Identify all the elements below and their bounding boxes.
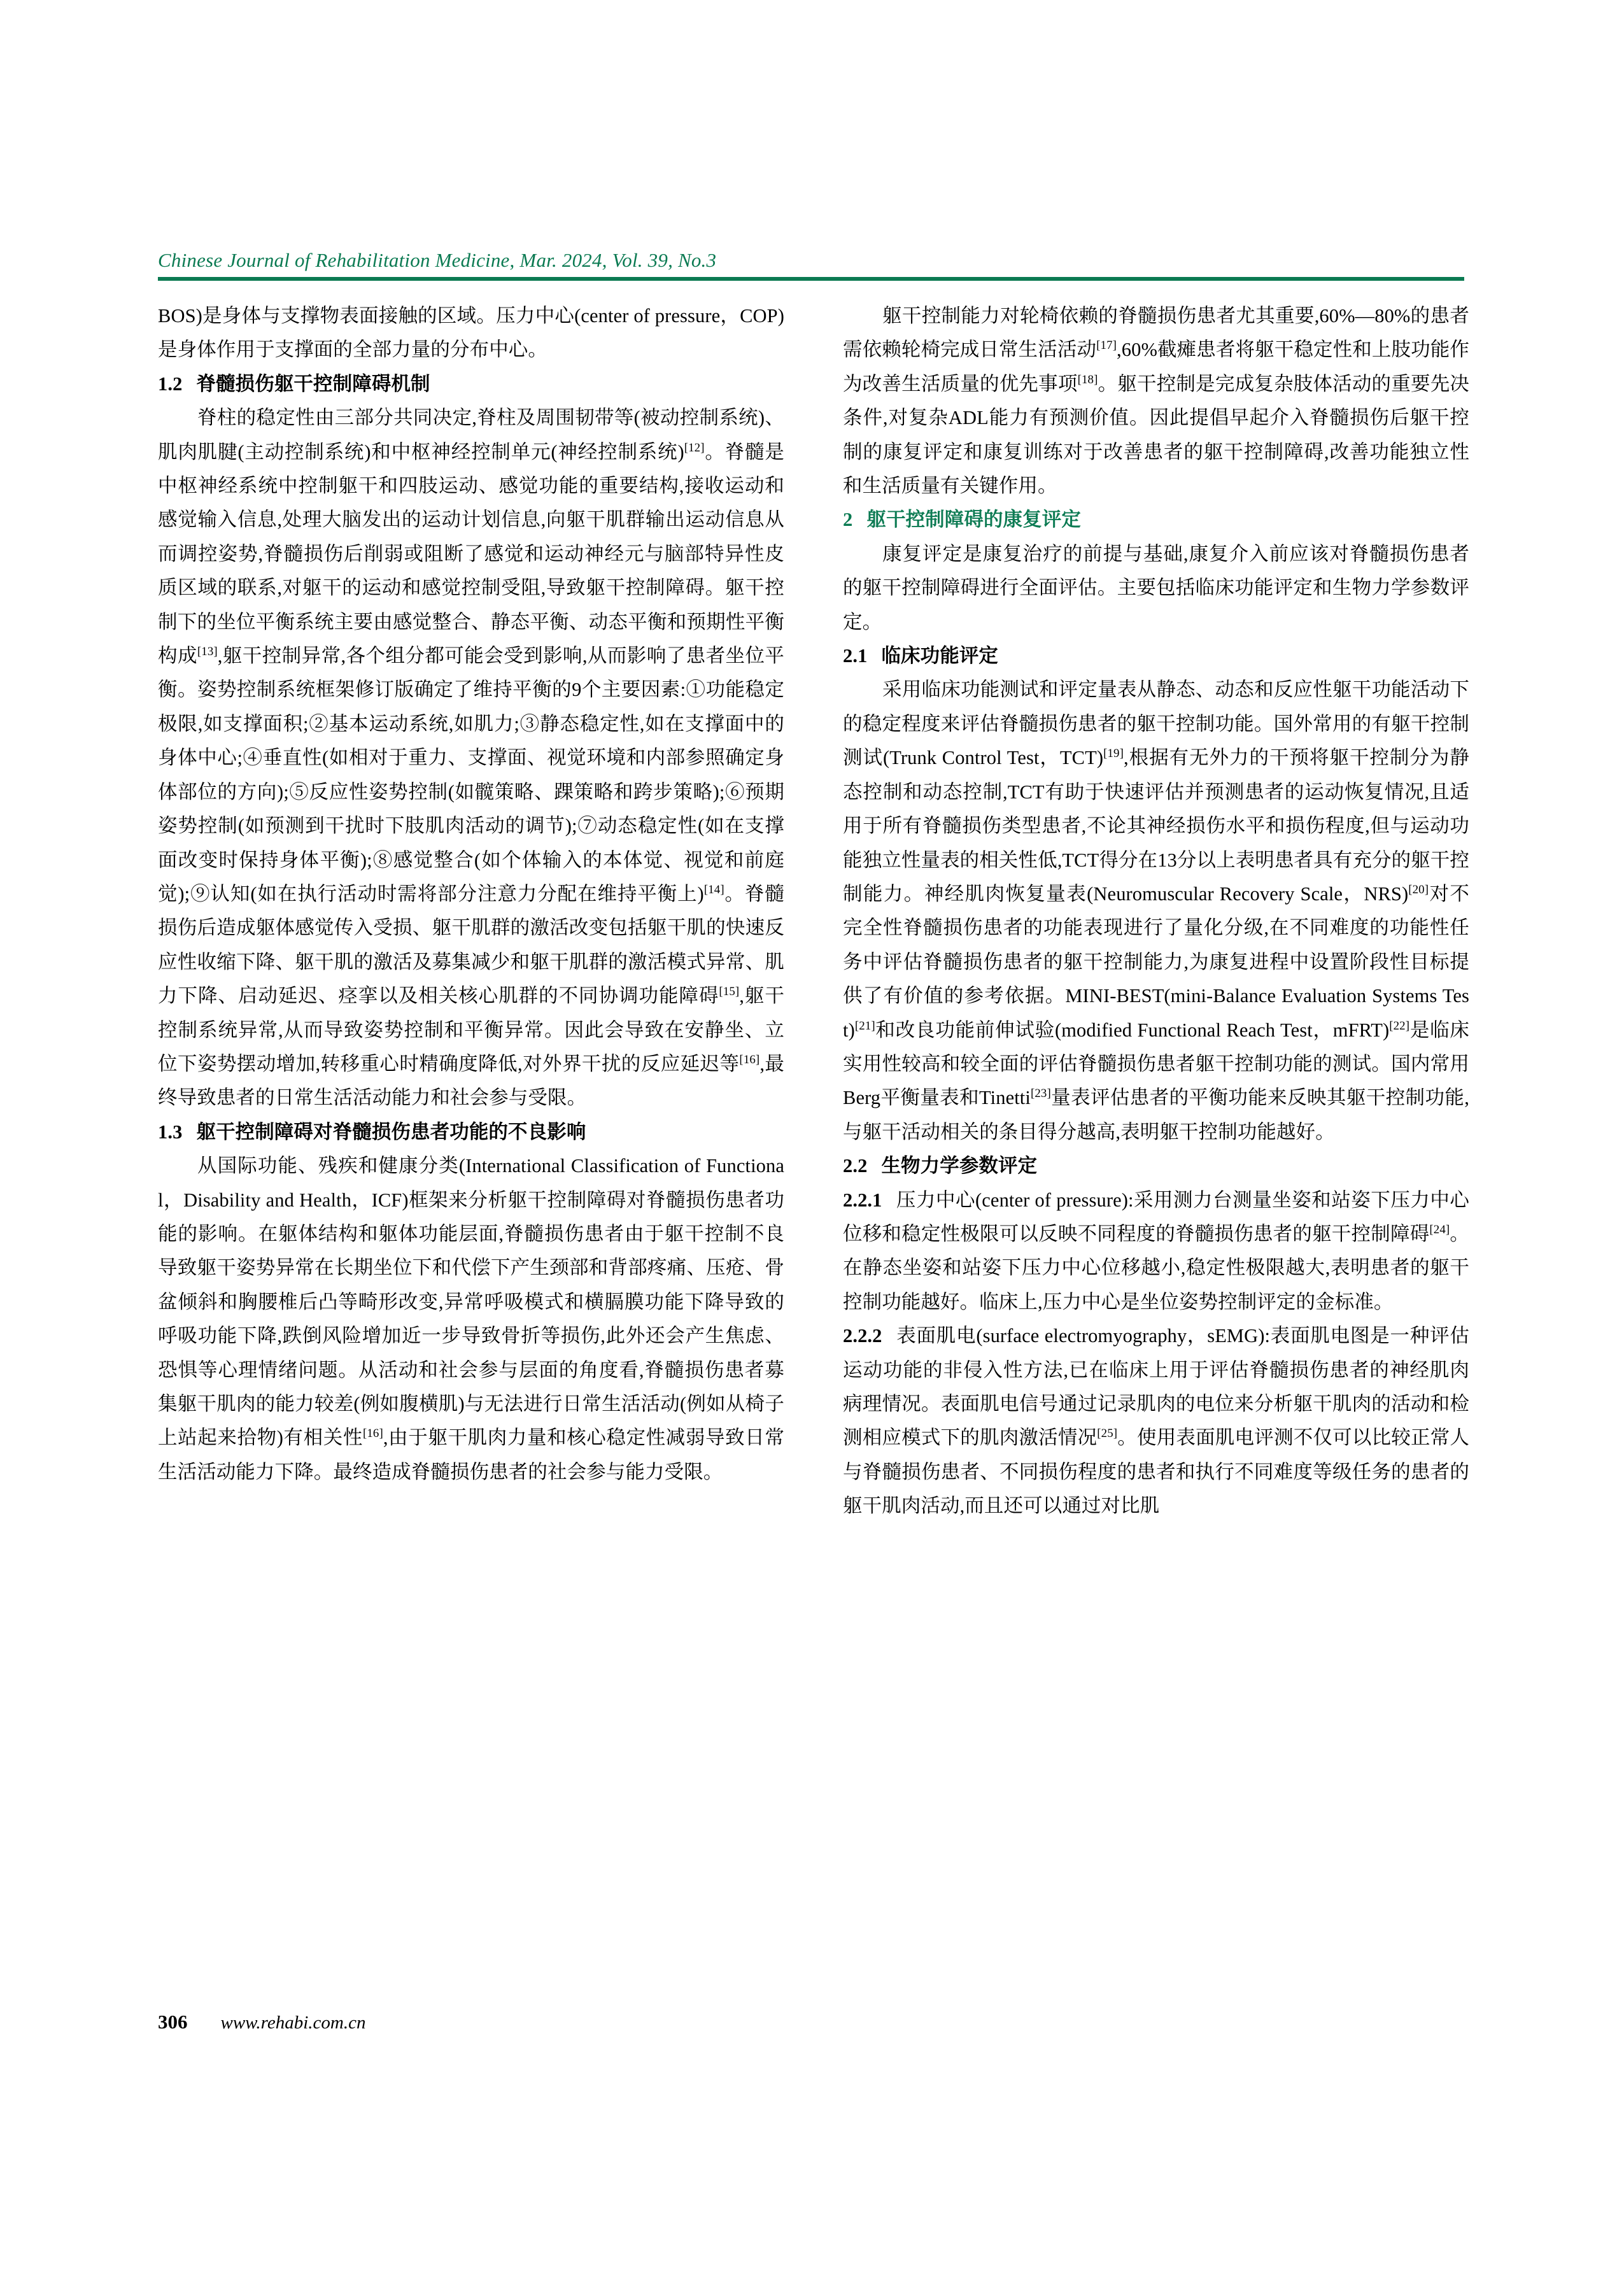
reference-20: [20]	[1408, 882, 1429, 896]
paragraph-bos-continued	[158, 299, 784, 367]
reference-23: [23]	[1030, 1087, 1051, 1101]
paragraph-text: 对不完全性脊髓损伤患者的功能表现进行了量化分级,在不同难度的功能性任务中评估脊髓损伤患者的躯干控制能力,为康复进程中设置阶段性目标提供了有价值的参考依据。MINI-BEST(mini-Balance Evaluation Systems Test)	[843, 882, 1469, 1041]
reference-21: [21]	[854, 1019, 875, 1033]
paragraph-text: 。在静态坐姿和站姿下压力中心位移越小,稳定性极限越大,表明患者的躯干控制功能越好。临床上,压力中心是坐位姿势控制评定的金标准。	[843, 1222, 1469, 1313]
heading-1-2	[158, 367, 784, 401]
label-2-2-2: 2.2.2	[843, 1325, 882, 1347]
running-head-text: Chinese Journal of Rehabilitation Medicine, Mar. 2024, Vol. 39, No.3	[158, 249, 717, 271]
paragraph-2-body	[843, 537, 1469, 639]
heading-1-3-text: 躯干控制障碍对脊髓损伤患者功能的不良影响	[196, 1121, 586, 1143]
reference-19: [19]	[1103, 747, 1124, 761]
paragraph-text: 是临床实用性较高和较全面的评估脊髓损伤患者躯干控制功能的测试。国内常用Berg平衡量表和Tinetti	[843, 1019, 1469, 1109]
left-column	[158, 299, 784, 1524]
heading-1-2-text: 脊髓损伤躯干控制障碍机制	[196, 372, 430, 395]
heading-2-1-number: 2.1	[843, 645, 868, 667]
page-number: 306	[158, 2011, 188, 2033]
running-head	[158, 250, 1469, 281]
two-column-body	[158, 299, 1469, 1524]
paragraph-text: 。使用表面肌电评测不仅可以比较正常人与脊髓损伤患者、不同损伤程度的患者和执行不同难度等级任务的患者的躯干肌肉活动,而且还可以通过对比肌	[843, 1427, 1469, 1517]
paragraph-text: ,根据有无外力的干预将躯干控制分为静态控制和动态控制,TCT有助于快速评估并预测患者的运动恢复情况,且适用于所有脊髓损伤类型患者,不论其神经损伤水平和损伤程度,但与运动功能独立性量表的相关性低,TCT得分在13分以上表明患者具有充分的躯干控制能力。神经肌肉恢复量表(Neuromuscular Recovery Scale，NRS)	[843, 747, 1469, 905]
reference-24: [24]	[1429, 1222, 1450, 1236]
paragraph-text: 躯干控制能力对轮椅依赖的脊髓损伤患者尤其重要,60%—80%的患者需依赖轮椅完成日常生活活动	[843, 305, 1469, 361]
heading-2-2-number: 2.2	[843, 1155, 868, 1177]
paragraph-text: ,最终导致患者的日常生活活动能力和社会参与受限。	[158, 1052, 784, 1109]
paragraph-text: ,由于躯干肌肉力量和核心稳定性减弱导致日常生活活动能力下降。最终造成脊髓损伤患者的社会参与能力受限。	[158, 1427, 784, 1483]
reference-18: [18]	[1077, 372, 1098, 386]
paragraph-text: 脊柱的稳定性由三部分共同决定,脊柱及周围韧带等(被动控制系统)、肌肉肌腱(主动控制系统)和中枢神经控制单元(神经控制系统)	[158, 407, 784, 463]
heading-2-2-text: 生物力学参数评定	[881, 1155, 1038, 1177]
page-footer	[158, 2011, 365, 2034]
paragraph-2-1-body	[843, 673, 1469, 1149]
paragraph-text: 康复评定是康复治疗的前提与基础,康复介入前应该对脊髓损伤患者的躯干控制障碍进行全面评估。主要包括临床功能评定和生物力学参数评定。	[843, 542, 1469, 633]
reference-15: [15]	[719, 984, 740, 998]
heading-2-1-text: 临床功能评定	[881, 645, 999, 667]
heading-2	[843, 503, 1469, 537]
heading-2-text: 躯干控制障碍的康复评定	[866, 509, 1081, 531]
reference-12: [12]	[684, 441, 705, 455]
reference-16b: [16]	[362, 1427, 383, 1441]
reference-13: [13]	[197, 644, 218, 658]
paragraph-text: 。脊髓是中枢神经系统中控制躯干和四肢运动、感觉功能的重要结构,接收运动和感觉输入信息,处理大脑发出的运动计划信息,向躯干肌群输出运动信息从而调控姿势,脊髓损伤后削弱或阻断了感觉和运动神经元与脑部特异性皮质区域的联系,对躯干的运动和感觉控制受阻,导致躯干控制障碍。躯干控制下的坐位平衡系统主要由感觉整合、静态平衡、动态平衡和预期性平衡构成	[158, 441, 784, 667]
paragraph-text: 量表评估患者的平衡功能来反映其躯干控制功能,与躯干活动相关的条目得分越高,表明躯干控制功能越好。	[843, 1087, 1470, 1143]
reference-14: [14]	[703, 882, 724, 896]
paragraph-1-3-body	[158, 1149, 784, 1489]
heading-2-1	[843, 639, 1469, 673]
heading-1-3	[158, 1115, 784, 1149]
paragraph-text: ,躯干控制异常,各个组分都可能会受到影响,从而影响了患者坐位平衡。姿势控制系统框架修订版确定了维持平衡的9个主要因素:①功能稳定极限,如支撑面积;②基本运动系统,如肌力;③静态稳定性,如在支撑面中的身体中心;④垂直性(如相对于重力、支撑面、视觉环境和内部参照确定身体部位的方向);⑤反应性姿势控制(如髋策略、踝策略和跨步策略);⑥预期姿势控制(如预测到干扰时下肢肌肉活动的调节);⑦动态稳定性(如在支撑面改变时保持身体平衡);⑧感觉整合(如个体输入的本体觉、视觉和前庭觉);⑨认知(如在执行活动时需将部分注意力分配在维持平衡上)	[158, 645, 784, 905]
paragraph-trunk-control-wheelchair	[843, 299, 1469, 503]
paragraph-text: ,躯干控制系统异常,从而导致姿势控制和平衡异常。因此会导致在安静坐、立位下姿势摆动增加,转移重心时精确度降低,对外界干扰的反应延迟等	[158, 985, 784, 1075]
paragraph-text: 。躯干控制是完成复杂肢体活动的重要先决条件,对复杂ADL能力有预测价值。因此提倡早起介入脊髓损伤后躯干控制的康复评定和康复训练对于改善患者的躯干控制障碍,改善功能独立性和生活质量有关键作用。	[843, 372, 1470, 497]
paragraph-text: 采用临床功能测试和评定量表从静态、动态和反应性躯干功能活动下的稳定程度来评估脊髓损伤患者的躯干控制功能。国外常用的有躯干控制测试(Trunk Control Test，TCT)	[843, 679, 1469, 769]
reference-25: [25]	[1097, 1427, 1118, 1441]
reference-16a: [16]	[739, 1052, 760, 1066]
paragraph-text: BOS)是身体与支撑物表面接触的区域。压力中心(center of pressure，COP)是身体作用于支撑面的全部力量的分布中心。	[158, 305, 784, 361]
journal-website: www.rehabi.com.cn	[220, 2013, 366, 2033]
reference-22: [22]	[1389, 1019, 1410, 1033]
paragraph-2-2-1	[843, 1184, 1469, 1320]
heading-2-2	[843, 1149, 1469, 1183]
reference-17: [17]	[1096, 339, 1117, 353]
paragraph-text: 。脊髓损伤后造成躯体感觉传入受损、躯干肌群的激活改变包括躯干肌的快速反应性收缩下降、躯干肌的激活及募集减少和躯干肌群的激活模式异常、肌力下降、启动延迟、痉挛以及相关核心肌群的不同协调功能障碍	[158, 882, 784, 1007]
paragraph-1-2-body	[158, 401, 784, 1115]
paragraph-text: 表面肌电(surface electromyography，sEMG):表面肌电图是一种评估运动功能的非侵入性方法,已在临床上用于评估脊髓损伤患者的神经肌肉病理情况。表面肌电信号通过记录肌肉的电位来分析躯干肌肉的活动和检测相应模式下的肌肉激活情况	[843, 1325, 1469, 1449]
label-2-2-1: 2.2.1	[843, 1189, 882, 1211]
paragraph-2-2-2	[843, 1319, 1469, 1523]
paragraph-text: 压力中心(center of pressure):采用测力台测量坐姿和站姿下压力中心位移和稳定性极限可以反映不同程度的脊髓损伤患者的躯干控制障碍	[843, 1189, 1469, 1245]
paragraph-text: 从国际功能、残疾和健康分类(International Classification of Functional，Disability and Health，ICF)框架来分析躯干控制障碍对脊髓损伤患者功能的影响。在躯体结构和躯体功能层面,脊髓损伤患者由于躯干控制不良导致躯干姿势异常在长期坐位下和代偿下产生颈部和背部疼痛、压疮、骨盆倾斜和胸腰椎后凸等畸形改变,异常呼吸模式和横膈膜功能下降导致的呼吸功能下降,跌倒风险增加近一步导致骨折等损伤,此外还会产生焦虑、恐惧等心理情绪问题。从活动和社会参与层面的角度看,脊髓损伤患者募集躯干肌肉的能力较差(例如腹横肌)与无法进行日常生活活动(例如从椅子上站起来拾物)有相关性	[158, 1155, 784, 1449]
paragraph-text: 和改良功能前伸试验(modified Functional Reach Test，mFRT)	[875, 1019, 1390, 1041]
heading-1-3-number: 1.3	[158, 1121, 183, 1143]
heading-2-number: 2	[843, 509, 853, 531]
right-column	[843, 299, 1469, 1524]
running-head-rule	[158, 277, 1464, 281]
paragraph-text: ,60%截瘫患者将躯干稳定性和上肢功能作为改善生活质量的优先事项	[843, 339, 1469, 395]
heading-1-2-number: 1.2	[158, 372, 183, 395]
